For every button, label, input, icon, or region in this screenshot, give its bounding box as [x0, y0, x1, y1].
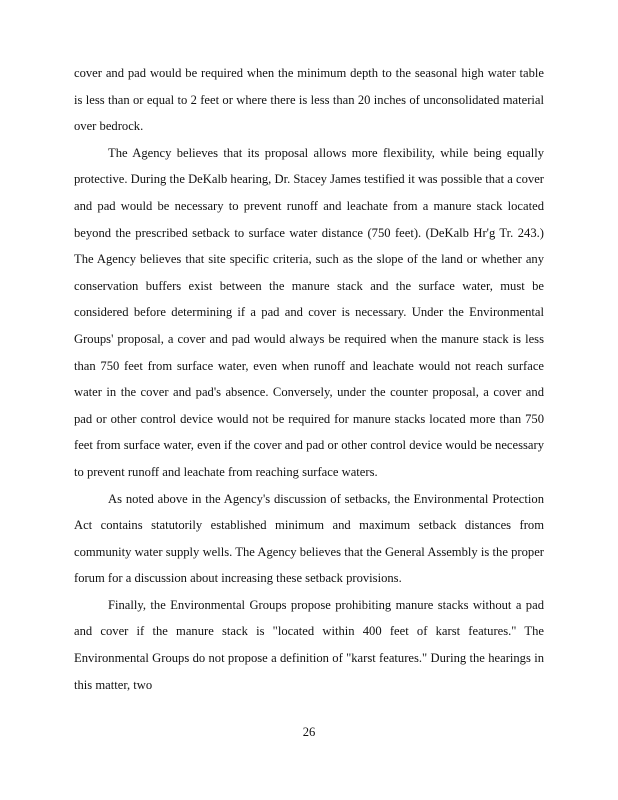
paragraph-setbacks: As noted above in the Agency's discussion of setbacks, the Environmental Protection Act contains statutorily established minimum and maximum setback distances from community water supply wells. The Agency believes that the General Assembly is the proper forum for a discussion about increasing these setback provisions.	[74, 491, 544, 586]
paragraph-continued: cover and pad would be required when the minimum depth to the seasonal high water table is less than or equal to 2 feet or where there is less than 20 inches of unconsolidated material over bedrock.	[74, 66, 544, 134]
body-text	[74, 60, 544, 698]
paragraph-agency-flexibility: The Agency believes that its proposal allows more flexibility, while being equally protective. During the DeKalb hearing, Dr. Stacey James testified it was possible that a cover and pad would be necessary to prevent runoff and leachate from a manure stack located beyond the prescribed setback to surface water distance (750 feet). (DeKalb Hr'g Tr. 243.) The Agency believes that site specific criteria, such as the slope of the land or whether any conservation buffers exist between the manure stack and the surface water, must be considered before determining if a pad and cover is necessary. Under the Environmental Groups' proposal, a cover and pad would always be required when the manure stack is less than 750 feet from surface water, even when runoff and leachate would not reach surface water in the cover and pad's absence. Conversely, under the counter proposal, a cover and pad or other control device would not be required for manure stacks located more than 750 feet from surface water, even if the cover and pad or other control device would be necessary to prevent runoff and leachate from reaching surface waters.	[74, 145, 544, 479]
page-number: 26	[302, 725, 316, 739]
paragraph-karst-features: Finally, the Environmental Groups propose prohibiting manure stacks without a pad and cover if the manure stack is "located within 400 feet of karst features." The Environmental Groups do not propose a definition of "karst features." During the hearings in this matter, two	[74, 597, 544, 692]
